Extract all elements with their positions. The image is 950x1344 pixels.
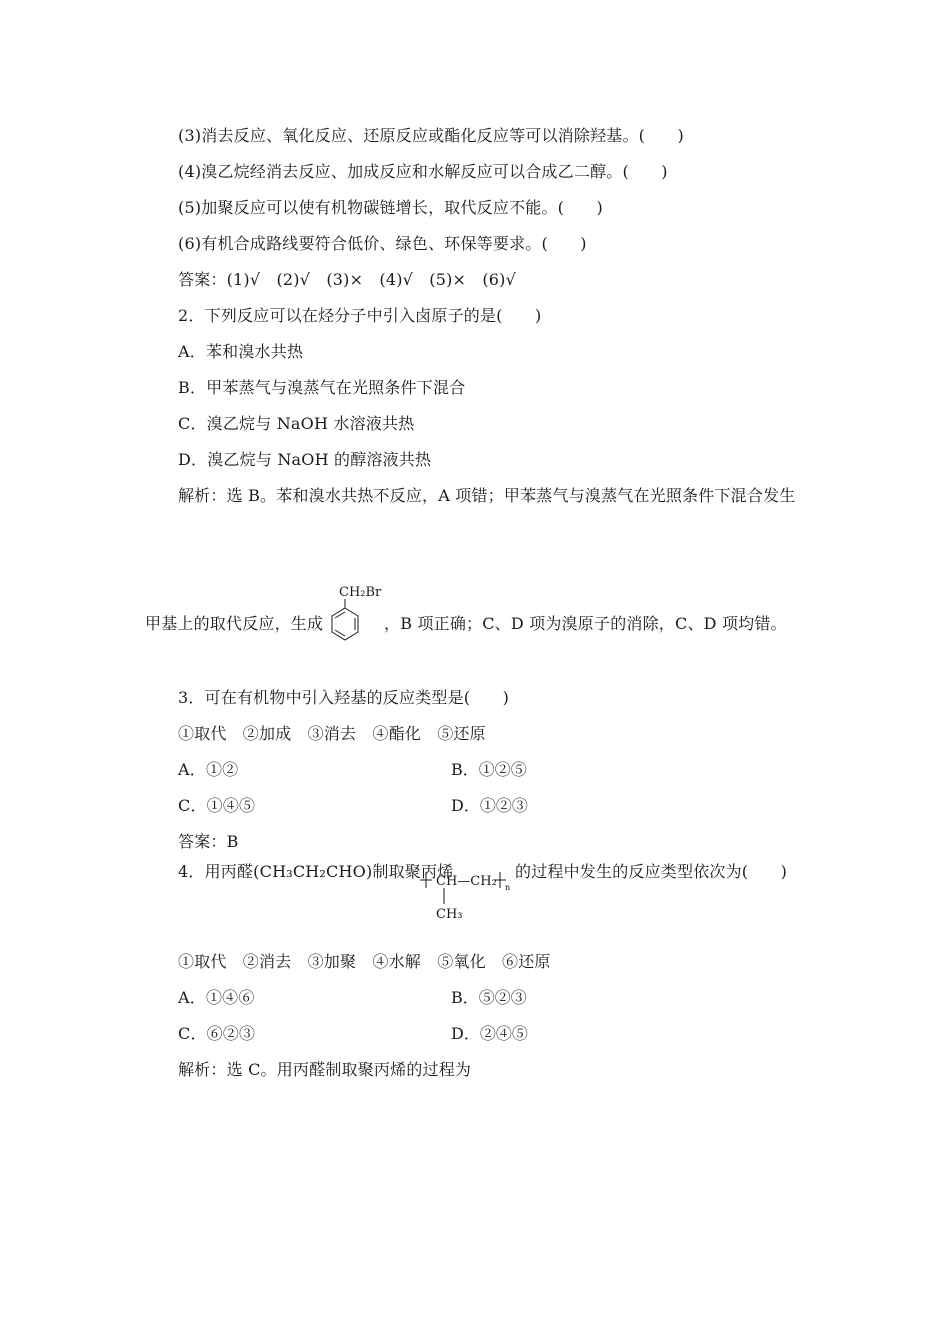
q2-option-d: D．溴乙烷与 NaOH 的醇溶液共热 [178,450,432,469]
polypropylene-methyl: CH₃ [436,907,463,922]
q1-item-3: (3)消去反应、氧化反应、还原反应或酯化反应等可以消除羟基。( ) [178,126,684,145]
q2-option-a: A．苯和溴水共热 [178,342,304,361]
polypropylene-structure [418,866,514,924]
q2-option-b: B．甲苯蒸气与溴蒸气在光照条件下混合 [178,378,466,397]
q2-stem: 2．下列反应可以在烃分子中引入卤原子的是( ) [178,306,542,325]
q3-stem: 3．可在有机物中引入羟基的反应类型是( ) [178,688,510,707]
q4-stem-post: 的过程中发生的反应类型依次为( ) [515,862,788,881]
polypropylene-n: n [505,883,511,892]
benzyl-bromide-structure [325,580,385,662]
q4-option-c: C．⑥②③ [178,1024,256,1043]
q2-option-c: C．溴乙烷与 NaOH 水溶液共热 [178,414,415,433]
q3-option-c: C．①④⑤ [178,796,256,815]
polypropylene-backbone: CH—CH₂ [436,874,497,889]
q1-answer: 答案：(1)√ (2)√ (3)× (4)√ (5)× (6)√ [178,270,516,289]
q2-analysis-line2-post: ，B 项正确；C、D 项为溴原子的消除，C、D 项均错。 [384,614,787,633]
q4-reaction-types: ①取代 ②消去 ③加聚 ④水解 ⑤氧化 ⑥还原 [178,952,551,971]
q1-item-4: (4)溴乙烷经消去反应、加成反应和水解反应可以合成乙二醇。( ) [178,162,668,181]
q4-option-a: A．①④⑥ [178,988,255,1007]
q1-item-6: (6)有机合成路线要符合低价、绿色、环保等要求。( ) [178,234,587,253]
q3-option-b: B．①②⑤ [451,760,527,779]
q4-option-b: B．⑤②③ [451,988,527,1007]
q3-option-d: D．①②③ [451,796,528,815]
q3-reaction-types: ①取代 ②加成 ③消去 ④酯化 ⑤还原 [178,724,486,743]
benzyl-bromide-label: CH₂Br [339,585,382,600]
q4-option-d: D．②④⑤ [451,1024,528,1043]
q4-stem-pre: 4．用丙醛(CH₃CH₂CHO)制取聚丙烯 [178,862,454,881]
q4-analysis: 解析：选 C。用丙醛制取聚丙烯的过程为 [178,1060,472,1079]
q2-analysis-line1: 解析：选 B。苯和溴水共热不反应，A 项错；甲苯蒸气与溴蒸气在光照条件下混合发生 [178,486,796,505]
q2-analysis-line2-pre: 甲基上的取代反应，生成 [145,614,324,633]
q3-answer: 答案：B [178,832,239,851]
q3-option-a: A．①② [178,760,239,779]
q1-item-5: (5)加聚反应可以使有机物碳链增长，取代反应不能。( ) [178,198,603,217]
